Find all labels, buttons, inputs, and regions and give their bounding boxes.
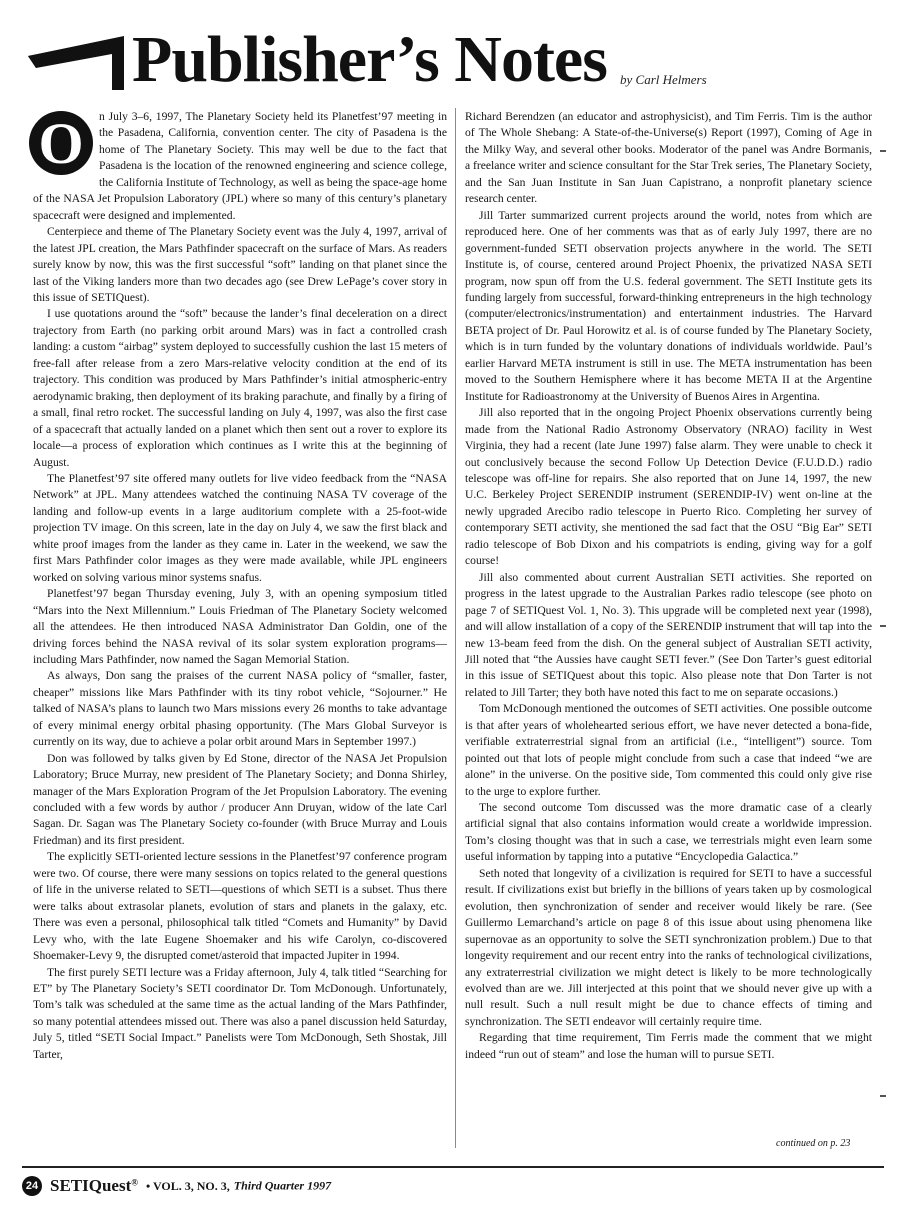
article-column-right xyxy=(465,109,872,1063)
magazine-title: SETIQuest xyxy=(50,1176,132,1195)
paragraph: Regarding that time requirement, Tim Ferris made the comment that we might indeed “run out of steam” and lose the human will to pursue SETI. xyxy=(465,1031,872,1061)
registered-mark: ® xyxy=(131,1177,138,1188)
publisher-logo-mark xyxy=(28,34,138,92)
paragraph: Tom McDonough mentioned the outcomes of SETI activities. One possible outcome is that after years of wholehearted serious effort, we have never detected a bona-fide, verifiable extraterrestrial signal from an artificial (i.e., “intelligent”) source. Tom pointed out that lots of people might conclude from such a case that indeed “we are alone” in the universe. On the positive side, Tom commented this could only give rise to the urge to explore further. xyxy=(465,702,872,798)
author-byline: by Carl Helmers xyxy=(620,72,707,87)
scan-artifact xyxy=(880,625,886,627)
paragraph: Seth noted that longevity of a civilization is required for SETI to have a successful result. If civilizations exist but briefly in the billions of years taken up by cosmological evolution, then synchronization of sender and receiver would likely be rare. (See Guillermo Lemarchand’s article on page 8 of this issue about using phenomena like supernovae as an opportunity to solve the SETI synchronization problem.) Due to that longevity requirement and our recent entry into the ranks of technological civilizations, any extraterrestrial civilization we might detect is likely to be more technologically evolved than are we. Jill interjected at this point that we should never give up with a null result. Such a null result might be due to chance effects of timing and synchronization. The SETI endeavor will certainly require time. xyxy=(465,866,872,1028)
issue-quarter: Third Quarter 1997 xyxy=(233,1178,332,1193)
paragraph: The Planetfest’97 site offered many outlets for live video feedback from the “NASA Network” at JPL. Many attendees watched the continuing NASA TV coverage of the landing and follow-up events in a large auditorium complete with a 25-foot-wide projection TV image. On this screen, late in the day on July 4, we saw the first black and white proof images from the lander as they came in. Later in the weekend, we saw the first Mars Pathfinder color images as they were made available, while JPL engineers worked on solving various minor systems snafus. xyxy=(33,471,447,584)
scan-artifact xyxy=(880,150,886,152)
paragraph xyxy=(33,109,447,224)
scan-artifact xyxy=(880,1095,886,1097)
paragraph: Richard Berendzen (an educator and astrophysicist), and Tim Ferris. Tim is the author of The Whole Shebang: A State-of-the-Universe(s) Report (1997), Coming of Age in the Milky Way, and several other books. Moderator of the panel was Andre Bormanis, a freelance writer and science consultant for the Star Trek series, The Planetary Society, and the San Juan Institute in San Juan Capistrano, a nonprofit planetary science research center. xyxy=(465,110,872,206)
page-number-badge: 24 xyxy=(22,1176,42,1196)
article-header xyxy=(28,23,888,98)
drop-cap: O xyxy=(29,111,93,175)
page-footer xyxy=(22,1176,331,1200)
article-column-left xyxy=(33,109,447,1063)
paragraph: Jill Tarter summarized current projects around the world, notes from which are reproduced here. One of her comments was that as of early July 1997, there are no government-funded SETI observation projects anywhere in the world. The SETI Institute is, of course, centered around Project Phoenix, the privatized NASA SETI program, now spun off from the U.S. federal government. The SETI Institute gets its funding largely from successful, forward-thinking entrepreneurs in the high technology (computer/electronics/instrumentation) and entertainment industries. The Harvard BETA project of Dr. Paul Horowitz et al. is of course funded by The Planetary Society, which is in turn funded by the voluntary donations of individuals worldwide. Paul’s earlier Harvard META instrument is still in use. The META instrumentation has been moved to the Southern Hemisphere where it has become META II at the Argentine Institute for Radioastronomy at the University of Buenos Aires in Argentina. xyxy=(465,208,872,403)
paragraph: Don was followed by talks given by Ed Stone, director of the NASA Jet Propulsion Laboratory; Bruce Murray, new president of The Planetary Society; and Donna Shirley, manager of the Mars Exploration Program of the Jet Propulsion Laboratory. The evening concluded with a few words by author / producer Ann Druyan, widow of the late Carl Sagan. Dr. Sagan was The Planetary Society co-founder (with Bruce Murray and Louis Friedman) and its first president. xyxy=(33,751,447,847)
issue-info: • VOL. 3, NO. 3, xyxy=(145,1178,230,1193)
paragraph: I use quotations around the “soft” because the lander’s final deceleration on a direct trajectory from Earth (no parking orbit around Mars) was in fact a controlled crash landing: a custom “airbag” system deployed to successfully cushion the last 15 meters of free-fall after release from a zero Mars-relative velocity condition at the end of its trajectory. This condition was produced by Mars Pathfinder’s initial atmospheric-entry aerodynamic braking, then deployment of its braking parachute, and finally by a firing of a small, final retro rocket. The successful landing on July 4, 1997, was also the first case of a spacecraft that actually landed on a planet which then sent out a rover to explore its locale—a process of exploration which continues as I write this at the beginning of August. xyxy=(33,307,447,469)
paragraph: The first purely SETI lecture was a Friday afternoon, July 4, talk titled “Searching for ET” by The Planetary Society’s SETI coordinator Dr. Tom McDonough. Unfortunately, Tom’s talk was scheduled at the same time as the actual landing of the Mars Pathfinder, so many potential attendees missed out. There was also a panel discussion held Saturday, July 5, titled “SETI Social Impact.” Panelists were Tom McDonough, Seth Shostak, Jill Tarter, xyxy=(33,965,447,1061)
paragraph: Jill also commented about current Australian SETI activities. She reported on progress in the latest upgrade to the Australian Parkes radio telescope (see photo on page 7 of SETIQuest Vol. 1, No. 3). This upgrade will be completed next year (1998), and will allow installation of a copy of the SERENDIP instrument that will tap into the new 13-beam feed from the dish. On the general subject of Australian SETI activity, Jill noted that “the Aussies have caught SETI fever.” (See Don Tarter’s guest editorial in this issue of SETIQuest about this topic. Also please note that Don Tarter is not related to Jill Tarter; they both have noted this fact to me on separate occasions.) xyxy=(465,570,872,699)
magazine-name xyxy=(50,1176,138,1195)
continued-note: continued on p. 23 xyxy=(776,1138,851,1149)
paragraph-text: n July 3–6, 1997, The Planetary Society held its Planetfest’97 meeting in the Pasadena, California, convention center. The city of Pasadena is the home of The Planetary Society. This may well be due to the fact that Pasadena is the location of the renowned engineering and science college, the California Institute of Technology, as well as being the space-age home of the NASA Jet Propulsion Laboratory (JPL) where so many of this century’s planetary spacecraft were designed and implemented. xyxy=(33,110,447,222)
paragraph: Planetfest’97 began Thursday evening, July 3, with an opening symposium titled “Mars into the Next Millennium.” Louis Friedman of The Planetary Society welcomed all the attendees. He then introduced NASA Administrator Dan Goldin, one of the driving forces behind the NASA revival of its solar system exploration programs—including Mars Pathfinder, now named the Sagan Memorial Station. xyxy=(33,587,447,666)
column-divider xyxy=(455,108,456,1148)
paragraph: The explicitly SETI-oriented lecture sessions in the Planetfest’97 conference program were two. Of course, there were many sessions on topics related to the general questions of life in the universe related to SETI—questions of which SETI is a subset. Thus there were talks about extrasolar planets, evolution of stars and planets in the galaxy, etc. There was even a personal, philosophical talk titled “Comets and Humanity” by David Levy who, with the late Eugene Shoemaker and his wife Carolyn, co-discovered Shoemaker-Levy 9, the disrupted comet/asteroid that impacted Jupiter in 1994. xyxy=(33,850,447,963)
paragraph: As always, Don sang the praises of the current NASA policy of “smaller, faster, cheaper” missions like Mars Pathfinder with its tiny robot vehicle, “Sojourner.” He talked of NASA’s plans to launch two Mars missions every 26 months to take advantage of every minimal energy orbital phasing opportunity. (The Mars Global Surveyor is currently on its way, due to achieve a polar orbit around Mars in September 1997.) xyxy=(33,669,447,749)
paragraph: The second outcome Tom discussed was the more dramatic case of a clearly artificial signal that also contains information would create a worldwide impression. Tom’s closing thought was that in such a case, we terrestrials might even learn some useful information by tapping into a putative “Encyclopedia Galactica.” xyxy=(465,801,872,864)
page-title: Publisher’s Notes xyxy=(132,23,607,96)
paragraph: Jill also reported that in the ongoing Project Phoenix observations currently being made from the National Radio Astronomy Observatory (NRAO) facility in West Virginia, they had a recent (late June 1997) false alarm. They were unable to check it out conclusively because the second Follow Up Detection Device (F.U.D.D.) radio telescope was off-line for repairs. She also reported that on June 14, 1997, the new U.C. Berkeley Project SERENDIP instrument (SERENDIP-IV) went on-line at the newly upgraded Arecibo radio telescope in Puerto Rico. Completing her survey of contemporary SETI activity, she mentioned the sad fact that the OSU “Big Ear” SETI radio telescope of Bob Dixon and his compatriots is ending, giving way for a golf course! xyxy=(465,406,872,568)
paragraph: Centerpiece and theme of The Planetary Society event was the July 4, 1997, arrival of the latest JPL creation, the Mars Pathfinder spacecraft on the surface of Mars. As readers surely know by now, this was the first successful “soft” landing on that planet since the last of the Viking landers more than two decades ago (see Drew LePage’s cover story in this issue of SETIQuest). xyxy=(33,225,447,304)
footer-rule xyxy=(22,1166,884,1168)
